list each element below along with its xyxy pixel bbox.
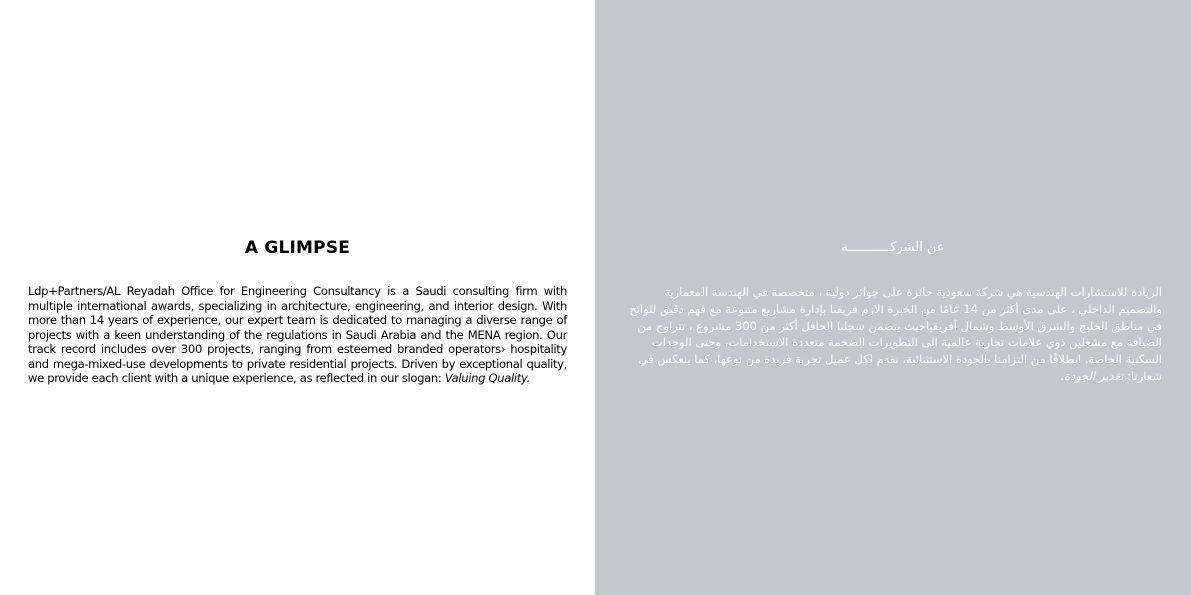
body-paragraph-english: [28, 284, 567, 386]
slogan-english: Valuing Quality.: [444, 371, 530, 385]
slogan-arabic: تقدير الجودة: [1064, 368, 1124, 383]
page-title-arabic: عن الشركـــــــــــة: [841, 240, 945, 255]
body-text-arabic: الريادة للاستشارات الهندسية هي شركة سعودية حائزة على جوائز دولية ، متخصصة في الهندسة المعمارية والتصميم الداخلي ، على مدى أكثر من 14 عامًا من الخبرة الازم فريقنا بإدارة مشاريع متنوعة مع فهم دقيق للوائح في مناطق الخليج والشرق الأوسط وشمال أفريقياحيث يتضمن سجلنا الحافل أكثر من 300 مشروع ، تتراوح من الضيافة مع مشغلين ذوي علامات تجارية عالمية الى التطويرات الضخمة متعددة الاستخدامات، وحتى الوحدات السكنية الخاصة. انطلاقًا من التزامنا بالجودة الاستثنائية، نقدم لكل عميل تجربة فريدة من نوعها، كما ينعكس في شعارنا:: [629, 285, 1162, 383]
body-text-english: Ldp+Partners/AL Reyadah Office for Engineering Consultancy is a Saudi consulting firm with multiple international awards, specializing in architecture, engineering, and interior design. With more than 14 years of experience, our expert team is dedicated to managing a diverse range of projects with a keen understanding of the regulations in Saudi Arabia and the MENA region. Our track record includes over 300 projects, ranging from esteemed branded operators› hospitality and mega-mixed-use developments to private residential projects. Driven by exceptional quality, we provide each client with a unique experience, as reflected in our slogan:: [28, 284, 567, 385]
right-page: [595, 0, 1191, 595]
body-paragraph-arabic: [623, 284, 1162, 385]
page-title-english: A GLIMPSE: [244, 238, 351, 258]
end-mark-arabic: .: [1060, 368, 1065, 383]
left-page: [0, 0, 595, 595]
